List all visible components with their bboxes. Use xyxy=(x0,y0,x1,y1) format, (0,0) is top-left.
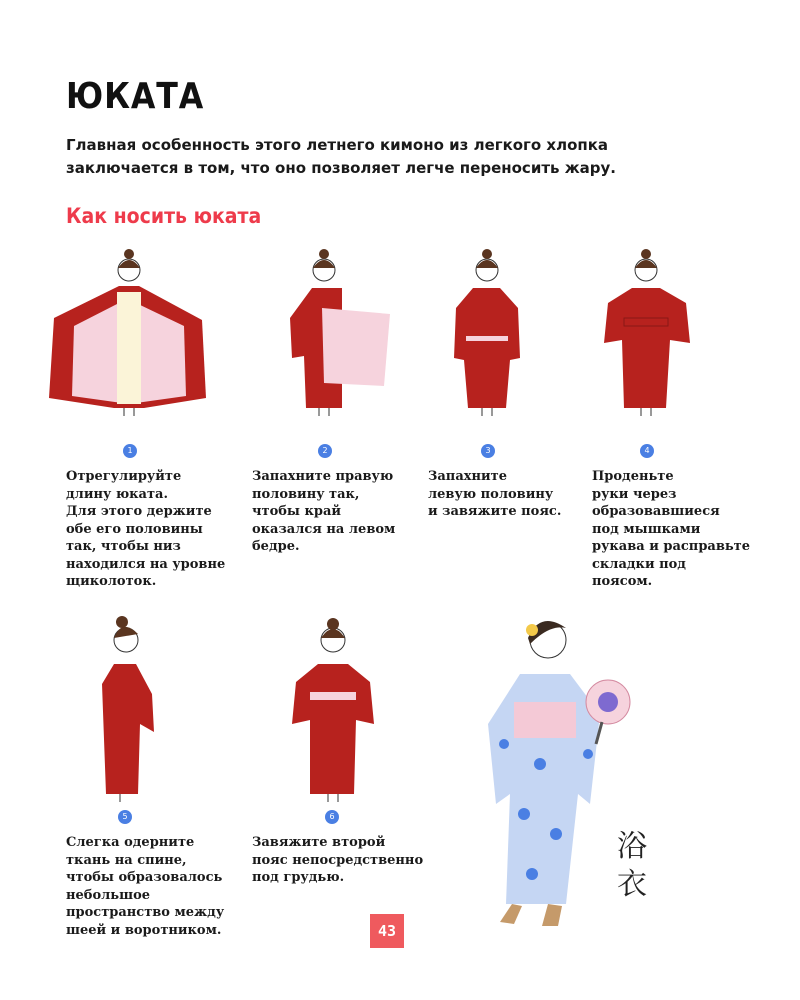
step-5-text: Слегка одерните ткань на спине, чтобы образовалось небольшое пространство между шеей и воротником. xyxy=(66,835,225,938)
step-2-badge: 2 xyxy=(318,444,332,458)
step-4-badge: 4 xyxy=(640,444,654,458)
step-1-illustration xyxy=(44,248,214,418)
step-6-illustration xyxy=(288,604,378,804)
step-1-badge: 1 xyxy=(123,444,137,458)
step-2-illustration xyxy=(282,248,402,418)
page-number: 43 xyxy=(370,914,404,948)
page-title: ЮКАТА xyxy=(66,76,205,117)
step-3-text: Запахните левую половину и завяжите пояс. xyxy=(428,469,562,519)
step-6-text: Завяжите второй пояс непосредственно под грудью. xyxy=(252,835,424,885)
step-3-illustration xyxy=(448,248,528,418)
step-5-illustration xyxy=(92,604,172,804)
step-4-text: Проденьте руки через образовавшиеся под мышками рукава и расправьте складки под поясом. xyxy=(592,469,751,589)
step-3-badge: 3 xyxy=(481,444,495,458)
section-subtitle: Как носить юката xyxy=(66,204,262,228)
step-6-badge: 6 xyxy=(325,810,339,824)
step-1-text: Отрегулируйте длину юката. Для этого держите обе его половины так, чтобы низ находился на уровне щиколоток. xyxy=(66,469,226,589)
kanji-char-1: 浴 xyxy=(617,829,647,864)
kanji-char-2: 衣 xyxy=(617,867,647,902)
intro-text: Главная особенность этого летнего кимоно из легкого хлопка заключается в том, что оно позволяет легче переносить жару. xyxy=(66,136,616,177)
step-2-text: Запахните правую половину так, чтобы край оказался на левом бедре. xyxy=(252,469,396,554)
kanji-caption xyxy=(612,828,652,904)
step-4-illustration xyxy=(600,248,700,418)
step-5-badge: 5 xyxy=(118,810,132,824)
